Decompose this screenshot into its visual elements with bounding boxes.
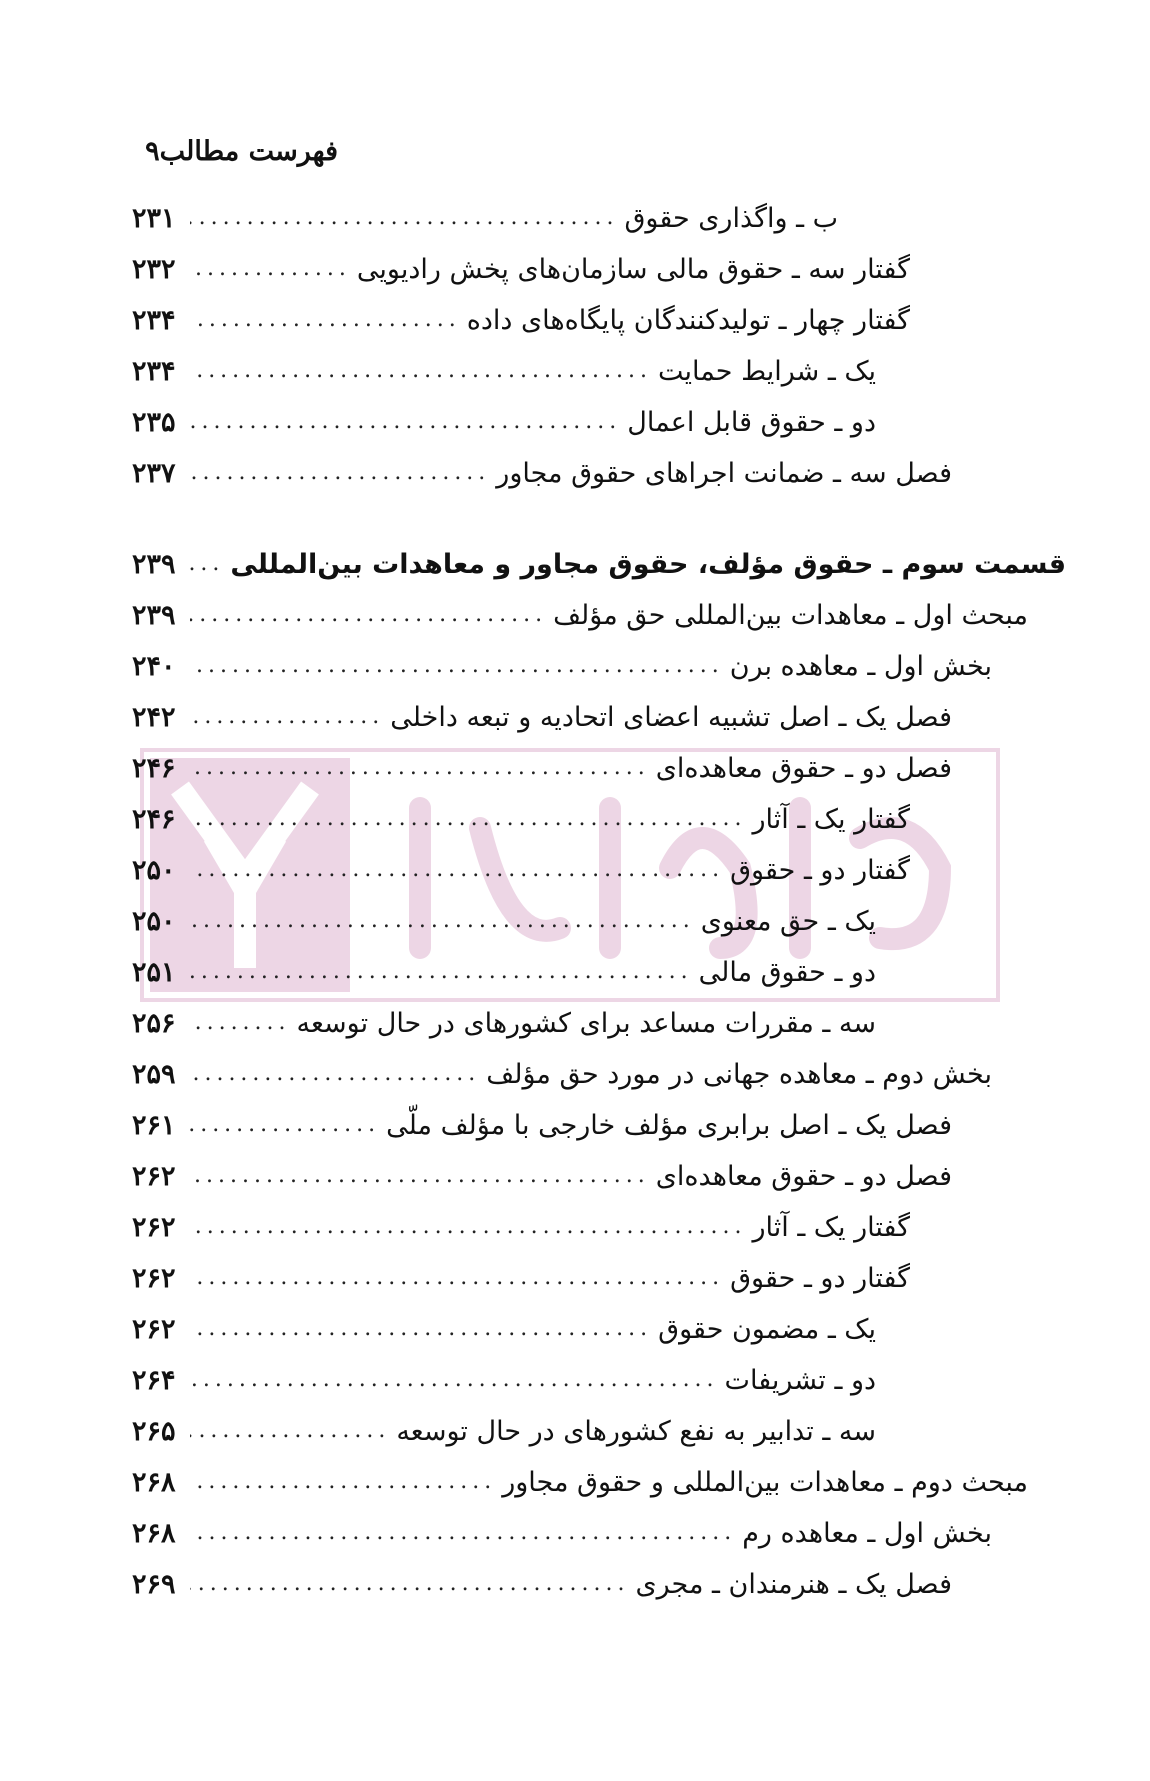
dot-leader bbox=[190, 1416, 390, 1446]
toc-entry-title: گفتار یک ـ آثار bbox=[752, 1211, 910, 1243]
toc-entry[interactable] bbox=[132, 697, 952, 737]
toc-entry-title: گفتار دو ـ حقوق bbox=[730, 1262, 910, 1294]
dot-leader bbox=[190, 356, 652, 386]
toc-entry[interactable] bbox=[132, 453, 952, 493]
toc-entry-title: مبحث دوم ـ معاهدات بین‌المللی و حقوق مجاور bbox=[502, 1466, 1028, 1498]
toc-entry[interactable] bbox=[132, 402, 876, 442]
dot-leader bbox=[190, 702, 384, 732]
dot-leader bbox=[190, 600, 547, 630]
toc-page-number: ۲۳۴ bbox=[132, 355, 176, 387]
toc-page-number: ۲۳۹ bbox=[132, 548, 176, 580]
dot-leader bbox=[190, 651, 724, 681]
toc-entry[interactable] bbox=[132, 1156, 952, 1196]
toc-page-number: ۲۳۲ bbox=[132, 253, 176, 285]
toc-entry[interactable] bbox=[132, 544, 1066, 584]
toc-page-number: ۲۶۵ bbox=[132, 1415, 176, 1447]
dot-leader bbox=[190, 753, 650, 783]
toc-page-number: ۲۴۰ bbox=[132, 650, 176, 682]
toc-page-number: ۲۳۴ bbox=[132, 304, 176, 336]
toc-entry-title: دو ـ حقوق مالی bbox=[698, 956, 876, 988]
toc-page-number: ۲۶۸ bbox=[132, 1466, 176, 1498]
dot-leader bbox=[190, 1008, 291, 1038]
dot-leader bbox=[190, 1365, 719, 1395]
toc-entry-title: گفتار چهار ـ تولیدکنندگان پایگاه‌های داده bbox=[466, 304, 910, 336]
toc-entry-title: قسمت سوم ـ حقوق مؤلف، حقوق مجاور و معاهدات بین‌المللی bbox=[230, 548, 1066, 580]
toc-entry-title: یک ـ حق معنوی bbox=[700, 905, 876, 937]
toc-entry[interactable] bbox=[132, 198, 838, 238]
toc-entry[interactable] bbox=[132, 1309, 876, 1349]
toc-entry-title: فصل سه ـ ضمانت اجراهای حقوق مجاور bbox=[496, 457, 952, 489]
toc-entry[interactable] bbox=[132, 952, 876, 992]
toc-entry[interactable] bbox=[132, 1105, 952, 1145]
dot-leader bbox=[190, 407, 621, 437]
toc-entry[interactable] bbox=[132, 595, 1028, 635]
toc-entry-title: بخش اول ـ معاهده رم bbox=[742, 1517, 992, 1549]
toc-entry-title: فصل یک ـ اصل برابری مؤلف خارجی با مؤلف ملّی bbox=[386, 1109, 952, 1141]
toc-page-number: ۲۵۰ bbox=[132, 854, 176, 886]
toc-entry[interactable] bbox=[132, 1207, 910, 1247]
toc-entry[interactable] bbox=[132, 748, 952, 788]
toc-entry-title: فصل دو ـ حقوق معاهده‌ای bbox=[655, 1160, 952, 1192]
dot-leader bbox=[190, 1314, 652, 1344]
toc-page-number: ۲۴۶ bbox=[132, 752, 176, 784]
header-title: فهرست مطالب bbox=[159, 136, 338, 167]
dot-leader bbox=[190, 1518, 736, 1548]
dot-leader bbox=[190, 458, 490, 488]
dot-leader bbox=[190, 305, 461, 335]
toc-entry-title: یک ـ مضمون حقوق bbox=[658, 1313, 876, 1345]
toc-page-number: ۲۶۱ bbox=[132, 1109, 176, 1141]
toc-page-number: ۲۵۱ bbox=[132, 956, 176, 988]
toc-entry-title: سه ـ تدابیر به نفع کشورهای در حال توسعه bbox=[396, 1415, 876, 1447]
toc-entry[interactable] bbox=[132, 1411, 876, 1451]
toc-page-number: ۲۶۲ bbox=[132, 1211, 176, 1243]
toc-page-number: ۲۶۲ bbox=[132, 1262, 176, 1294]
toc-page-number: ۲۵۹ bbox=[132, 1058, 176, 1090]
toc-entry[interactable] bbox=[132, 901, 876, 941]
dot-leader bbox=[190, 1263, 724, 1293]
toc-entry-title: گفتار دو ـ حقوق bbox=[730, 854, 910, 886]
toc-entry-title: دو ـ تشریفات bbox=[724, 1364, 876, 1396]
dot-leader bbox=[190, 1569, 630, 1599]
toc-entry[interactable] bbox=[132, 1462, 1028, 1502]
toc-entry-title: گفتار سه ـ حقوق مالی سازمان‌های پخش رادیویی bbox=[356, 253, 910, 285]
toc-page-number: ۲۳۵ bbox=[132, 406, 176, 438]
dot-leader bbox=[190, 906, 695, 936]
dot-leader bbox=[190, 1467, 496, 1497]
toc-entry[interactable] bbox=[132, 850, 910, 890]
dot-leader bbox=[190, 254, 351, 284]
header-page-number: ۹ bbox=[145, 136, 160, 167]
toc-entry[interactable] bbox=[132, 351, 876, 391]
toc-entry-title: دو ـ حقوق قابل اعمال bbox=[627, 406, 876, 438]
toc-page-number: ۲۶۲ bbox=[132, 1313, 176, 1345]
toc-page-number: ۲۶۲ bbox=[132, 1160, 176, 1192]
toc-page-number: ۲۳۷ bbox=[132, 457, 176, 489]
toc-page-number: ۲۶۸ bbox=[132, 1517, 176, 1549]
toc-entry-title: گفتار یک ـ آثار bbox=[752, 803, 910, 835]
toc-entry[interactable] bbox=[132, 799, 910, 839]
toc-entry[interactable] bbox=[132, 1003, 876, 1043]
toc-entry[interactable] bbox=[132, 646, 992, 686]
dot-leader bbox=[190, 1212, 746, 1242]
dot-leader bbox=[190, 203, 618, 233]
dot-leader bbox=[190, 855, 724, 885]
toc-entry[interactable] bbox=[132, 249, 910, 289]
toc-entry[interactable] bbox=[132, 300, 910, 340]
toc-page-number: ۲۶۹ bbox=[132, 1568, 176, 1600]
toc-entry-title: یک ـ شرایط حمایت bbox=[657, 355, 876, 387]
toc-entry-title: بخش اول ـ معاهده برن bbox=[729, 650, 992, 682]
toc-entry-title: مبحث اول ـ معاهدات بین‌المللی حق مؤلف bbox=[553, 599, 1028, 631]
toc-entry[interactable] bbox=[132, 1564, 952, 1604]
toc-page-number: ۲۴۶ bbox=[132, 803, 176, 835]
toc-page-number: ۲۳۱ bbox=[132, 202, 176, 234]
toc-entry-title: فصل یک ـ هنرمندان ـ مجری bbox=[635, 1568, 952, 1600]
toc-entry-title: سه ـ مقررات مساعد برای کشورهای در حال توسعه bbox=[296, 1007, 876, 1039]
toc-entry-title: ب ـ واگذاری حقوق bbox=[624, 202, 838, 234]
toc-entry[interactable] bbox=[132, 1054, 992, 1094]
dot-leader bbox=[190, 549, 224, 579]
dot-leader bbox=[190, 804, 746, 834]
toc-entry-title: بخش دوم ـ معاهده جهانی در مورد حق مؤلف bbox=[486, 1058, 992, 1090]
toc-entry-title: فصل یک ـ اصل تشبیه اعضای اتحادیه و تبعه داخلی bbox=[390, 701, 952, 733]
toc-entry[interactable] bbox=[132, 1360, 876, 1400]
toc-page-number: ۲۵۰ bbox=[132, 905, 176, 937]
dot-leader bbox=[190, 1161, 650, 1191]
dot-leader bbox=[190, 957, 693, 987]
toc-page-number: ۲۶۴ bbox=[132, 1364, 176, 1396]
dot-leader bbox=[190, 1059, 480, 1089]
toc-page-number: ۲۳۹ bbox=[132, 599, 176, 631]
toc-page-number: ۲۵۶ bbox=[132, 1007, 176, 1039]
toc-entry-title: فصل دو ـ حقوق معاهده‌ای bbox=[655, 752, 952, 784]
dot-leader bbox=[190, 1110, 380, 1140]
toc-page-number: ۲۴۲ bbox=[132, 701, 176, 733]
toc-entry[interactable] bbox=[132, 1258, 910, 1298]
toc-entry[interactable] bbox=[132, 1513, 992, 1553]
